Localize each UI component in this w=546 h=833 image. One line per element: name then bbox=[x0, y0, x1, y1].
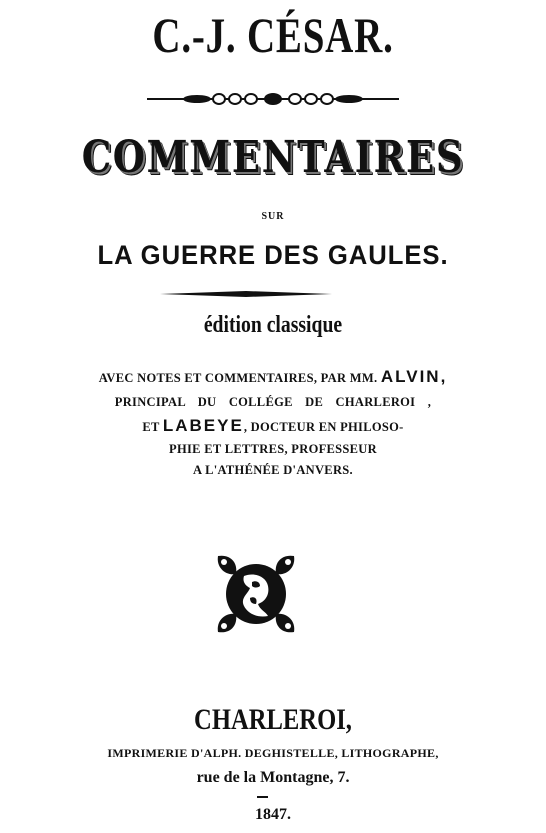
credits-text: ET bbox=[142, 420, 160, 434]
credits-punctuation: , bbox=[440, 367, 448, 386]
credits-line-1 bbox=[0, 367, 546, 387]
short-rule bbox=[257, 796, 268, 798]
imprint-address: rue de la Montagne, 7. bbox=[196, 769, 350, 786]
editor-name-alvin: ALVIN bbox=[380, 367, 441, 386]
tapered-rule-icon bbox=[160, 291, 332, 297]
edition-label: édition classique bbox=[203, 312, 343, 338]
imprint-printer: IMPRIMERIE D'ALPH. DEGHISTELLE, LITHOGRAPHE, bbox=[107, 746, 439, 760]
credits-line-3 bbox=[0, 416, 546, 436]
title-preposition: SUR bbox=[261, 211, 285, 222]
ornamental-rule-icon bbox=[147, 92, 399, 106]
editor-name-labeye: LABEYE bbox=[162, 416, 244, 435]
book-subject: LA GUERRE DES GAULES. bbox=[97, 240, 449, 270]
author-name: C.-J. CÉSAR. bbox=[152, 7, 394, 63]
credits-line-4: PHIE ET LETTRES, PROFESSEUR bbox=[169, 442, 377, 456]
imprint-year: 1847. bbox=[255, 806, 291, 823]
printer-mark-vignette-icon bbox=[214, 552, 298, 636]
imprint-city: CHARLEROI, bbox=[194, 703, 352, 736]
book-title: COMMENTAIRES bbox=[81, 132, 465, 183]
credits-line-2: PRINCIPAL DU COLLÉGE DE CHARLEROI , bbox=[114, 395, 432, 409]
credits-text: AVEC NOTES ET COMMENTAIRES, PAR MM. bbox=[98, 371, 378, 385]
credits-text: , DOCTEUR EN PHILOSO- bbox=[243, 420, 404, 434]
credits-line-5: A L'ATHÉNÉE D'ANVERS. bbox=[193, 463, 353, 477]
